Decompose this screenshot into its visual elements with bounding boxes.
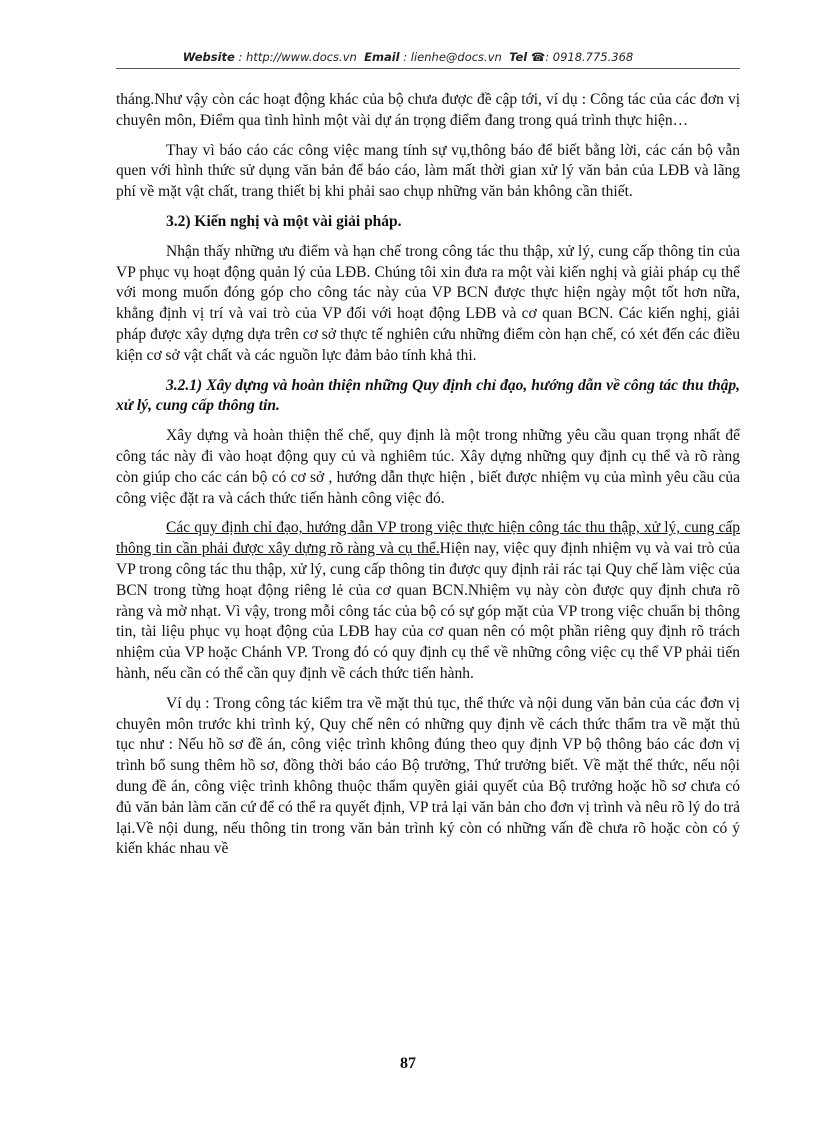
paragraph-4: Xây dựng và hoàn thiện thể chế, quy định là một trong những yêu cầu quan trọng nhất để công tác này đi vào hoạt động quy củ và nghiêm túc. Xây dựng những quy định cụ thể và rõ ràng còn giúp cho các cán bộ có cơ sở , hướng dẫn thực hiện , biết được nhiệm vụ của mình yêu cầu của công việc đặt ra và cách thức tiến hành công việc đó. [116, 427, 740, 507]
tel-label: Tel [509, 50, 528, 64]
email-value: : lienhe@docs.vn [403, 50, 502, 64]
section-heading-3-2: 3.2) Kiến nghị và một vài giải pháp. [166, 212, 402, 230]
paragraph-5 [116, 518, 740, 684]
paragraph-5-rest: Hiện nay, việc quy định nhiệm vụ và vai trò của VP trong công tác thu thập, xử lý, cung cấp thông tin được quy định rải rác tại Quy chế làm việc của BCN trong từng hoạt động riêng lẻ của cơ quan BCN.Nhiệm vụ này còn được quy định chưa rõ ràng và mờ nhạt. Vì vậy, trong mỗi công tác của bộ có sự góp mặt của VP trong việc chuẩn bị thông tin, tài liệu phục vụ hoạt động của LĐB hay của cơ quan nên có một phần riêng quy định rõ trách nhiệm của VP hoặc Chánh VP. Trong đó có quy định cụ thể về những công việc cụ thể VP phải tiến hành, nếu cần có thể cần quy định về cách thức tiến hành. [116, 540, 740, 682]
underlined-sentence: Các quy định chỉ đạo, hướng dẫn VP trong việc thực hiện công tác thu thập, xử lý, cung cấp thông tin cần phải được xây dựng rõ ràng và cụ thể. [116, 519, 740, 558]
paragraph-2: Thay vì báo cáo các công việc mang tính sự vụ,thông báo để biết bằng lời, các cán bộ vẫn quen với hình thức sử dụng văn bản để báo cáo, làm mất thời gian xử lý văn bản của LĐB và lãng phí về mặt vật chất, trang thiết bị khi phải sao chụp những văn bản không cần thiết. [116, 141, 740, 201]
document-body [116, 90, 740, 869]
header-divider [116, 68, 740, 69]
tel-value: : 0918.775.368 [545, 50, 634, 64]
phone-icon: ☎ [530, 50, 546, 64]
paragraph-3: Nhận thấy những ưu điểm và hạn chế trong công tác thu thập, xử lý, cung cấp thông tin của VP phục vụ hoạt động quản lý của LĐB. Chúng tôi xin đưa ra một vài kiến nghị và giải pháp cụ thể với mong muốn đóng góp cho công tác này của VP BCN được thực hiện ngày một tốt hơn nữa, khẳng định vị trí và vai trò của VP đối với hoạt động LĐB và cơ quan BCN. Các kiến nghị, giải pháp được xây dựng dựa trên cơ sở thực tế nghiên cứu những điểm còn hạn chế, có xét đến các điều kiện cơ sở vật chất và các nguồn lực đảm bảo tính khả thi. [116, 242, 740, 364]
email-label: Email [364, 50, 400, 64]
section-heading-3-2-1: 3.2.1) Xây dựng và hoàn thiện những Quy định chỉ đạo, hướng dẫn về công tác thu thập, xử lý, cung cấp thông tin. [116, 376, 740, 415]
website-value: : http://www.docs.vn [238, 50, 357, 64]
paragraph-6: Ví dụ : Trong công tác kiểm tra về mặt thủ tục, thể thức và nội dung văn bản của các đơn vị chuyên môn trước khi trình ký, Quy chế nên có những quy định về cách thức thẩm tra về mặt thủ tục như : Nếu hồ sơ đề án, công việc trình không đúng theo quy định VP bộ thông báo các đơn vị trình bổ sung thêm hồ sơ, đồng thời báo cáo Bộ trưởng, Thứ trưởng biết. Về mặt thể thức, nếu nội dung đề án, công việc trình không thuộc thẩm quyền giải quyết của Bộ trưởng hoặc hồ sơ chưa có đủ văn bản làm căn cứ để có thể ra quyết định, VP trả lại văn bản cho đơn vị trình và nêu rõ lý do trả lại.Về nội dung, nếu thông tin trong văn bản trình ký còn có những vấn đề chưa rõ hoặc còn có ý kiến khác nhau về [116, 694, 740, 858]
page-header [0, 50, 816, 64]
website-label: Website [182, 50, 235, 64]
page-number: 87 [400, 1055, 416, 1072]
paragraph-1: tháng.Như vậy còn các hoạt động khác của bộ chưa được đề cập tới, ví dụ : Công tác của các đơn vị chuyên môn, Điểm qua tình hình một vài dự án trọng điểm đang trong quá trình thực hiện… [116, 91, 740, 129]
